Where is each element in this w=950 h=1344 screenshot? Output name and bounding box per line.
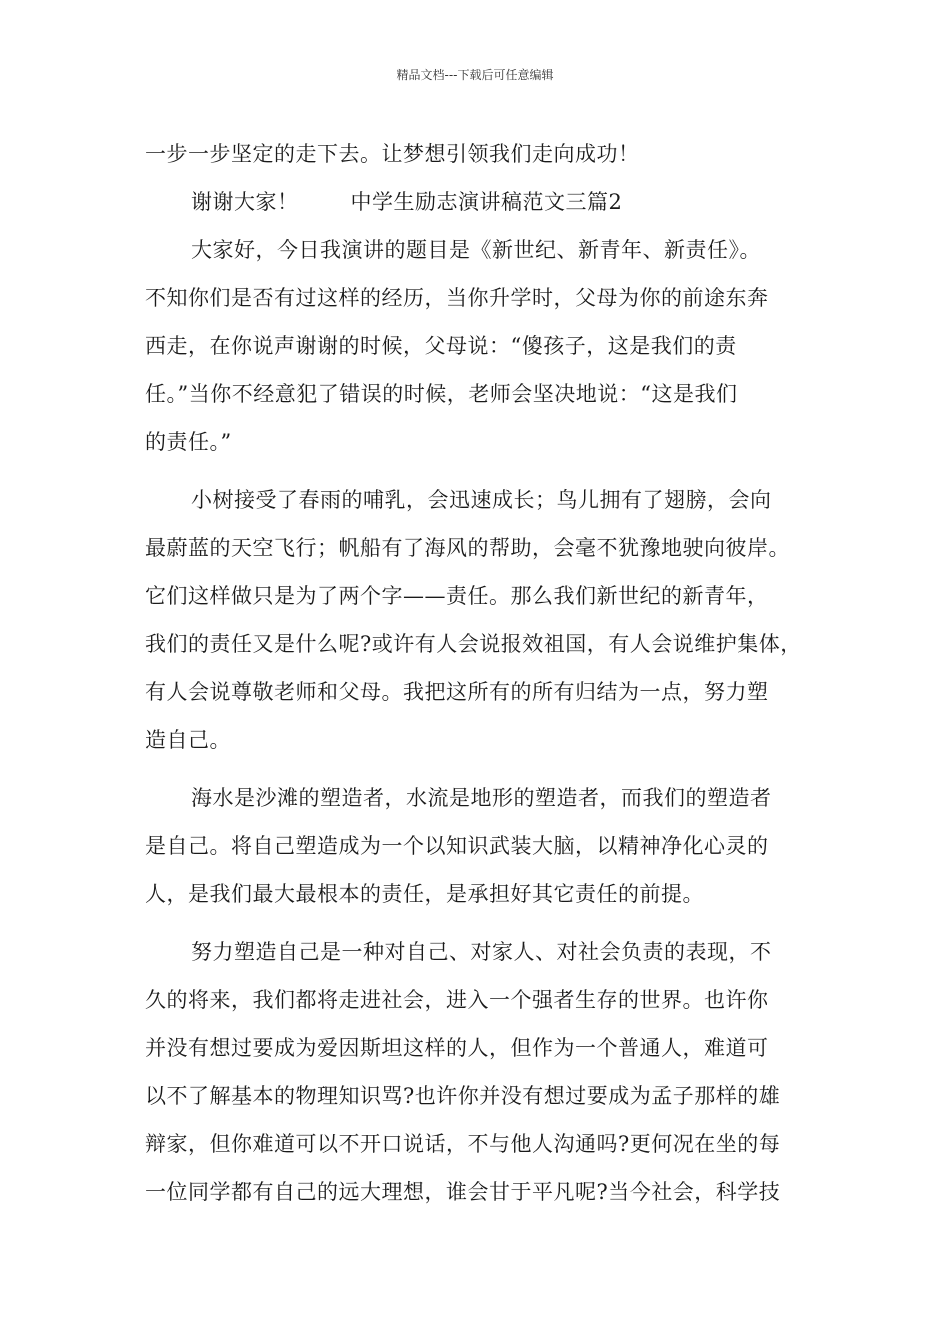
text-line: 它们这样做只是为了两个字——责任。那么我们新世纪的新青年， bbox=[145, 584, 769, 608]
text-line: 并没有想过要成为爱因斯坦这样的人，但作为一个普通人，难道可 bbox=[145, 1036, 769, 1060]
text-line: 西走，在你说声谢谢的时候，父母说：“傻孩子，这是我们的责 bbox=[145, 334, 737, 358]
text-line: 大家好，今日我演讲的题目是《新世纪、新青年、新责任》。 bbox=[191, 238, 761, 262]
paragraph-gap bbox=[145, 466, 825, 476]
text-line: 一步一步坚定的走下去。让梦想引领我们走向成功！ bbox=[145, 142, 640, 166]
text-line: 有人会说尊敬老师和父母。我把这所有的所有归结为一点，努力塑 bbox=[145, 680, 769, 704]
page-header: 精品文档---下载后可任意编辑 bbox=[396, 68, 554, 82]
paragraph-gap bbox=[145, 764, 825, 774]
text-line: 海水是沙滩的塑造者，水流是地形的塑造者，而我们的塑造者 bbox=[191, 786, 772, 810]
text-line: 任。”当你不经意犯了错误的时候，老师会坚决地说：“这是我们 bbox=[145, 382, 738, 406]
text-line: 一位同学都有自己的远大理想，谁会甘于平凡呢?当今社会，科学技 bbox=[145, 1180, 781, 1204]
text-line: 不知你们是否有过这样的经历，当你升学时，父母为你的前途东奔 bbox=[145, 286, 769, 310]
paragraph-gap bbox=[145, 918, 825, 928]
text-line: 人，是我们最大最根本的责任，是承担好其它责任的前提。 bbox=[145, 882, 704, 906]
text-line: 久的将来，我们都将走进社会，进入一个强者生存的世界。也许你 bbox=[145, 988, 769, 1012]
text-line: 以不了解基本的物理知识骂?也许你并没有想过要成为孟子那样的雄 bbox=[145, 1084, 781, 1108]
document-body bbox=[145, 130, 825, 1216]
text-line: 我们的责任又是什么呢?或许有人会说报效祖国，有人会说维护集体， bbox=[145, 632, 802, 656]
section-title: 中学生励志演讲稿范文三篇2 bbox=[350, 190, 623, 214]
text-line: 的责任。” bbox=[145, 430, 232, 454]
text-line: 辩家，但你难道可以不开口说话，不与他人沟通吗?更何况在坐的每 bbox=[145, 1132, 781, 1156]
text-line: 小树接受了春雨的哺乳，会迅速成长；鸟儿拥有了翅膀，会向 bbox=[191, 488, 772, 512]
text-line: 是自己。将自己塑造成为一个以知识武装大脑，以精神净化心灵的 bbox=[145, 834, 769, 858]
text-line: 造自己。 bbox=[145, 728, 231, 752]
closing-thanks: 谢谢大家！ bbox=[191, 190, 299, 214]
text-line: 努力塑造自己是一种对自己、对家人、对社会负责的表现，不 bbox=[191, 940, 772, 964]
text-line: 最蔚蓝的天空飞行；帆船有了海风的帮助，会毫不犹豫地驶向彼岸。 bbox=[145, 536, 790, 560]
text-line bbox=[145, 178, 825, 226]
